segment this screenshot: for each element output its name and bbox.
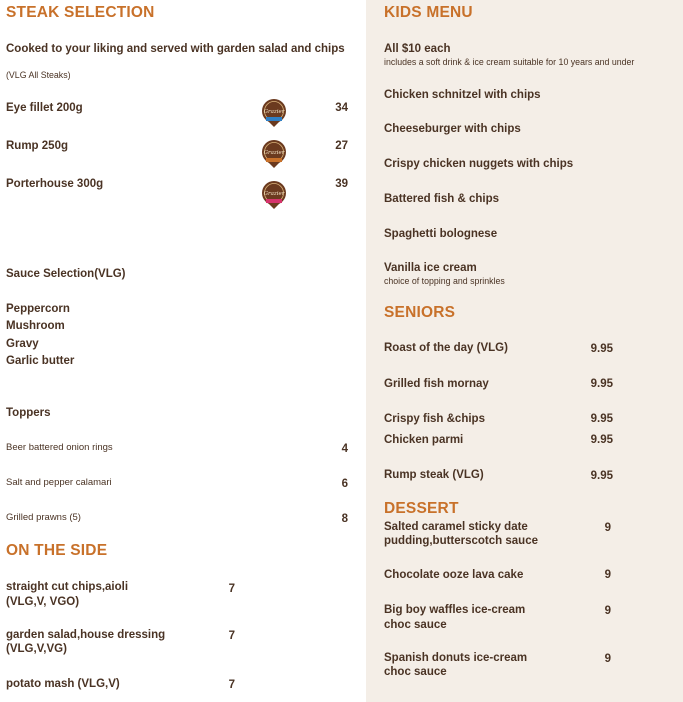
dessert-item-line1: Big boy waffles ice-cream bbox=[384, 604, 526, 616]
grazier-logo-badge bbox=[261, 139, 287, 169]
side-item-line2: (VLG,V,VG) bbox=[6, 643, 67, 655]
toppers-heading: Toppers bbox=[6, 407, 51, 419]
dessert-item-line1: Chocolate ooze lava cake bbox=[384, 569, 524, 581]
side-item-price: 7 bbox=[228, 679, 235, 691]
svg-text:Grazier: Grazier bbox=[263, 109, 285, 115]
svg-text:Grazier: Grazier bbox=[263, 191, 285, 197]
dessert-item-price: 9 bbox=[604, 569, 611, 581]
seniors-heading: SENIORS bbox=[384, 304, 456, 321]
steak-item-name: Porterhouse 300g bbox=[6, 178, 104, 190]
svg-text:Grazier: Grazier bbox=[263, 150, 285, 156]
sauce-item: Garlic butter bbox=[6, 355, 75, 367]
steak-heading: STEAK SELECTION bbox=[6, 4, 155, 21]
seniors-item-price: 9.95 bbox=[590, 470, 613, 482]
kids-item-name: Chicken schnitzel with chips bbox=[384, 89, 541, 101]
seniors-item-price: 9.95 bbox=[590, 343, 613, 355]
dessert-item-price: 9 bbox=[604, 605, 611, 617]
kids-item-name: Cheeseburger with chips bbox=[384, 123, 521, 135]
side-item-price: 7 bbox=[228, 630, 235, 642]
kids-intro: All $10 each bbox=[384, 43, 451, 55]
dessert-item-price: 9 bbox=[604, 522, 611, 534]
dessert-item-line1: Spanish donuts ice-cream bbox=[384, 652, 528, 664]
side-item-price: 7 bbox=[228, 583, 235, 595]
seniors-item-price: 9.95 bbox=[590, 378, 613, 390]
side-item-line2: (VLG,V, VGO) bbox=[6, 596, 80, 608]
kids-item-name: Battered fish & chips bbox=[384, 193, 500, 205]
right-column bbox=[366, 0, 683, 702]
seniors-item-price: 9.95 bbox=[590, 434, 613, 446]
topper-item-price: 6 bbox=[341, 478, 348, 490]
seniors-item-price: 9.95 bbox=[590, 413, 613, 425]
steak-item-name: Eye fillet 200g bbox=[6, 102, 83, 114]
side-heading: ON THE SIDE bbox=[6, 542, 108, 559]
seniors-item-name: Grilled fish mornay bbox=[384, 378, 489, 390]
grazier-logo-badge bbox=[261, 180, 287, 210]
topper-item-name: Salt and pepper calamari bbox=[6, 477, 112, 488]
sauce-item: Mushroom bbox=[6, 320, 65, 332]
steak-item-price: 34 bbox=[335, 102, 348, 114]
steak-item-name: Rump 250g bbox=[6, 140, 68, 152]
kids-item-name: Crispy chicken nuggets with chips bbox=[384, 158, 574, 170]
topper-item-name: Beer battered onion rings bbox=[6, 442, 113, 453]
kids-item-name: Vanilla ice cream bbox=[384, 262, 477, 274]
dessert-item-line2: pudding,butterscotch sauce bbox=[384, 535, 538, 547]
topper-item-price: 8 bbox=[341, 513, 348, 525]
side-item-line1: potato mash (VLG,V) bbox=[6, 678, 120, 690]
topper-item-price: 4 bbox=[341, 443, 348, 455]
seniors-item-name: Roast of the day (VLG) bbox=[384, 342, 508, 354]
dessert-item-price: 9 bbox=[604, 653, 611, 665]
sauce-item: Gravy bbox=[6, 338, 39, 350]
seniors-item-name: Crispy fish &chips bbox=[384, 413, 485, 425]
kids-item-name: Spaghetti bolognese bbox=[384, 228, 498, 240]
steak-item-price: 27 bbox=[335, 140, 348, 152]
sauce-item: Peppercorn bbox=[6, 303, 70, 315]
side-item-line1: straight cut chips,aioli bbox=[6, 581, 129, 593]
sauce-heading: Sauce Selection(VLG) bbox=[6, 268, 126, 280]
seniors-item-name: Rump steak (VLG) bbox=[384, 469, 484, 481]
grazier-logo-badge bbox=[261, 98, 287, 128]
steak-intro-note: (VLG All Steaks) bbox=[6, 70, 71, 80]
kids-intro-note: includes a soft drink & ice cream suitable for 10 years and under bbox=[384, 57, 635, 67]
steak-intro: Cooked to your liking and served with garden salad and chips bbox=[6, 43, 345, 55]
side-item-line1: garden salad,house dressing bbox=[6, 629, 166, 641]
topper-item-name: Grilled prawns (5) bbox=[6, 512, 81, 523]
dessert-heading: DESSERT bbox=[384, 500, 459, 517]
dessert-item-line2: choc sauce bbox=[384, 666, 447, 678]
kids-item-note: choice of topping and sprinkles bbox=[384, 276, 505, 286]
seniors-item-name: Chicken parmi bbox=[384, 434, 464, 446]
kids-heading: KIDS MENU bbox=[384, 4, 473, 21]
dessert-item-line1: Salted caramel sticky date bbox=[384, 521, 528, 533]
steak-item-price: 39 bbox=[335, 178, 348, 190]
dessert-item-line2: choc sauce bbox=[384, 619, 447, 631]
